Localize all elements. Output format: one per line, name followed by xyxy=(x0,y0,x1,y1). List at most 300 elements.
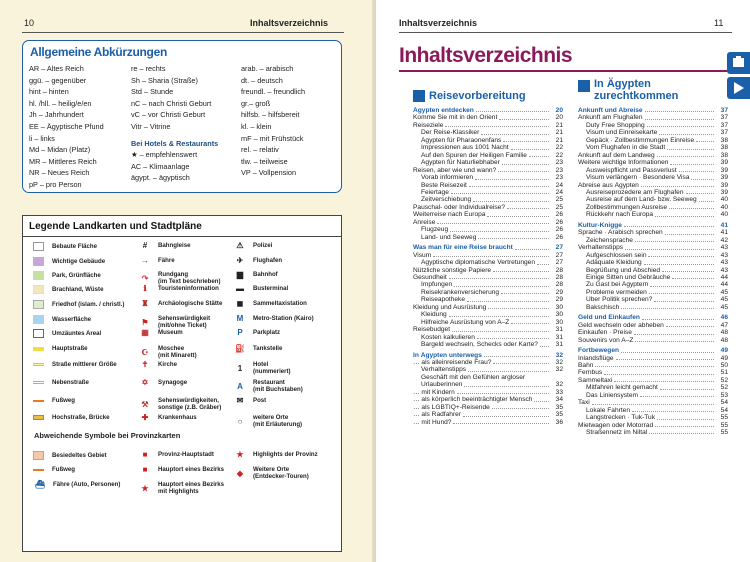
toc-entry[interactable] xyxy=(578,384,728,391)
toc-page-number: 24 xyxy=(555,188,563,196)
legend-item xyxy=(33,466,75,473)
toc-entry[interactable] xyxy=(413,319,563,326)
abbr-entry: Vitr – Vitrine xyxy=(131,121,171,131)
toc-page-number xyxy=(551,374,563,381)
toc-leader xyxy=(659,129,714,134)
toc-leader xyxy=(641,182,714,187)
toc-entry[interactable] xyxy=(413,267,563,274)
toc-entry-title: … als Radfahrer xyxy=(413,411,462,419)
toc-entry[interactable] xyxy=(413,152,563,159)
toc-entry[interactable] xyxy=(578,137,728,144)
toc-leader xyxy=(450,226,549,231)
toc-leader xyxy=(657,414,714,419)
toc-leader xyxy=(502,159,549,164)
toc-page-number: 31 xyxy=(555,341,563,349)
toc-entry[interactable] xyxy=(413,419,563,426)
toc-column-left xyxy=(413,107,563,426)
toc-entry-title: Rückkehr nach Europa xyxy=(586,211,654,219)
toc-entry[interactable] xyxy=(413,326,563,333)
toc-entry-title: Impressionen aus 1001 Nacht xyxy=(421,144,509,152)
legend-label: Kirche xyxy=(158,361,177,368)
toc-entry[interactable] xyxy=(578,174,728,181)
toc-entry-title: Inlandsflüge xyxy=(578,354,614,362)
toc-entry[interactable] xyxy=(578,182,728,189)
toc-entry[interactable] xyxy=(578,204,728,211)
toc-entry[interactable] xyxy=(578,429,728,436)
toc-leader xyxy=(529,152,549,157)
toc-entry[interactable] xyxy=(578,114,728,121)
toc-entry-title: Geld und Einkaufen xyxy=(578,314,640,322)
toc-entry-title: In Ägypten unterwegs xyxy=(413,351,482,359)
legend-label: Provinz-Hauptstadt xyxy=(158,451,214,458)
toc-entry[interactable] xyxy=(578,211,728,218)
toc-entry-title: Fortbewegen xyxy=(578,347,620,355)
toc-leader xyxy=(452,326,549,331)
legend-label: Sehenswürdigkeit (mit/ohne Ticket) xyxy=(158,315,211,329)
toc-entry[interactable] xyxy=(578,362,728,369)
toc-entry[interactable] xyxy=(413,211,563,218)
toc-page-number: 32 xyxy=(555,366,563,374)
toc-entry[interactable] xyxy=(413,404,563,411)
abbr-entry: re – rechts xyxy=(131,64,166,73)
toc-leader xyxy=(449,311,549,316)
toc-entry-title: Reiseapotheke xyxy=(421,296,465,304)
chapter-tab-reise[interactable] xyxy=(727,52,750,74)
chapter-tab-aegypten[interactable] xyxy=(727,77,750,99)
toc-page-number: 45 xyxy=(720,303,728,311)
toc-leader xyxy=(527,374,549,379)
toc-leader xyxy=(672,274,714,279)
legend-symbol-icon: ✡ xyxy=(141,378,149,387)
toc-entry[interactable] xyxy=(578,167,728,174)
toc-entry[interactable] xyxy=(578,289,728,296)
legend-label: Sehenswürdigkeiten, sonstige (z.B. Gräber) xyxy=(158,397,222,411)
toc-entry-title: Souvenirs von A–Z xyxy=(578,336,634,344)
toc-entry[interactable] xyxy=(413,381,563,388)
toc-entry-title: Kleidung und Ausrüstung xyxy=(413,303,487,311)
legend-item xyxy=(138,300,222,307)
toc-leader xyxy=(645,114,714,119)
legend-item xyxy=(233,414,302,428)
toc-entry[interactable] xyxy=(413,289,563,296)
toc-leader xyxy=(503,137,549,142)
toc-leader xyxy=(635,237,714,242)
toc-entry[interactable] xyxy=(578,129,728,136)
abbr-column-1 xyxy=(29,63,104,191)
toc-page-number: 31 xyxy=(555,333,563,341)
toc-page-number: 38 xyxy=(720,151,728,159)
toc-entry[interactable] xyxy=(413,334,563,341)
toc-leader xyxy=(463,411,549,416)
toc-entry[interactable] xyxy=(413,234,563,241)
legend-label: Polizei xyxy=(253,242,273,249)
toc-entry[interactable] xyxy=(578,267,728,274)
legend-subtitle: Abweichende Symbole bei Provinzkarten xyxy=(34,431,181,440)
toc-page-number: 28 xyxy=(555,266,563,274)
toc-entry[interactable] xyxy=(578,229,728,236)
toc-leader xyxy=(696,137,714,142)
toc-entry-title: Das Liniensystem xyxy=(586,391,639,399)
toc-leader xyxy=(635,337,714,342)
toc-entry-title: Verhaltenstipps xyxy=(578,244,624,252)
toc-page-number: 52 xyxy=(720,384,728,392)
toc-entry[interactable] xyxy=(413,281,563,288)
toc-page-number: 43 xyxy=(720,266,728,274)
legend-label: Wasserfläche xyxy=(52,316,92,323)
toc-entry[interactable] xyxy=(413,159,563,166)
legend-label: Umzäuntes Areal xyxy=(52,330,102,337)
abbr-entry: hl. /hll. – heilig/e/en xyxy=(29,98,92,108)
toc-leader xyxy=(537,259,549,264)
toc-leader xyxy=(614,377,714,382)
toc-entry[interactable] xyxy=(413,274,563,281)
legend-symbol-icon: 1 xyxy=(237,363,243,373)
toc-leader xyxy=(540,341,549,346)
toc-page-number: 39 xyxy=(720,188,728,196)
toc-entry-title: Gesundheit xyxy=(413,273,447,281)
legend-label: Brachland, Wüste xyxy=(52,286,104,293)
toc-entry[interactable] xyxy=(578,322,728,329)
legend-label: Fähre xyxy=(158,257,175,264)
abbr-entry: hilfsb. – hilfsbereit xyxy=(241,110,300,120)
legend-label: Touristeninformation xyxy=(158,285,219,292)
legend-symbol-icon: A xyxy=(237,381,243,391)
legend-symbol-icon: ♜ xyxy=(141,299,149,308)
toc-entry[interactable] xyxy=(413,204,563,211)
toc-entry[interactable] xyxy=(578,355,728,362)
legend-label: Rundgang (im Text beschrieben) xyxy=(158,271,221,285)
abbr-entry: ggü. – gegenüber xyxy=(29,75,87,85)
toc-leader xyxy=(657,152,714,157)
toc-entry[interactable] xyxy=(578,414,728,421)
toc-entry[interactable] xyxy=(413,411,563,418)
running-header-right: Inhaltsverzeichnis xyxy=(399,18,478,28)
toc-entry[interactable] xyxy=(413,296,563,303)
toc-entry[interactable] xyxy=(578,107,728,114)
toc-page-number: 34 xyxy=(555,396,563,404)
toc-leader xyxy=(451,189,549,194)
toc-page-number: 22 xyxy=(555,144,563,152)
toc-entry-title: Der Reise-Klassiker xyxy=(421,129,480,137)
abbr-column-3 xyxy=(241,63,305,179)
legend-label: Archäologische Stätte xyxy=(158,300,223,307)
legend-symbol-icon: ▆ xyxy=(236,270,244,279)
legend-item xyxy=(138,257,175,264)
toc-entry[interactable] xyxy=(413,144,563,151)
legend-symbol-icon: ■ xyxy=(142,465,148,474)
legend-item xyxy=(33,257,105,266)
toc-entry[interactable] xyxy=(413,107,563,114)
legend-item xyxy=(233,397,266,404)
toc-page-number: 20 xyxy=(555,107,563,114)
toc-leader xyxy=(640,392,714,397)
toc-entry[interactable] xyxy=(413,122,563,129)
toc-entry-title: … mit Kindern xyxy=(413,388,455,396)
toc-leader xyxy=(437,219,549,224)
abbreviations-title: Allgemeine Abkürzungen xyxy=(30,45,167,59)
toc-page-number: 30 xyxy=(555,318,563,326)
legend-item xyxy=(138,315,210,329)
toc-entry-title: … als körperlich beeinträchtigter Mensch xyxy=(413,396,533,404)
toc-entry[interactable] xyxy=(413,341,563,348)
legend-item xyxy=(33,481,120,488)
legend-label: Hauptort eines Bezirks xyxy=(158,466,225,473)
title-rule xyxy=(399,70,732,72)
toc-leader xyxy=(649,429,714,434)
toc-entry[interactable] xyxy=(578,237,728,244)
toc-entry[interactable] xyxy=(413,219,563,226)
legend-symbol-icon: → xyxy=(141,256,149,265)
toc-entry-title: Mietwagen oder Motorrad xyxy=(578,421,654,429)
toc-page-number: 39 xyxy=(720,174,728,182)
toc-leader xyxy=(644,259,714,264)
toc-entry[interactable] xyxy=(578,281,728,288)
toc-entry[interactable] xyxy=(578,252,728,259)
toc-entry[interactable] xyxy=(578,347,728,354)
toc-entry-title: Pauschal- oder Individualreise? xyxy=(413,203,506,211)
toc-entry-title: Urlauberinnen xyxy=(421,381,463,389)
toc-entry[interactable] xyxy=(578,152,728,159)
legend-swatch xyxy=(33,285,44,294)
abbr-entry: gr.– groß xyxy=(241,98,271,108)
legend-label: Straße mittlerer Größe xyxy=(52,361,117,368)
legend-label: Fußweg xyxy=(52,466,76,473)
legend-label: Flughafen xyxy=(253,257,283,264)
toc-leader xyxy=(468,366,549,371)
toc-entry[interactable] xyxy=(413,114,563,121)
abbr-entry: AC – Klimaanlage xyxy=(131,161,190,171)
toc-entry-title: Sammeltaxi xyxy=(578,376,613,384)
toc-entry-title: Bakschisch xyxy=(586,303,620,311)
toc-entry[interactable] xyxy=(413,167,563,174)
abbr-entry: nC – nach Christi Geburt xyxy=(131,98,212,108)
toc-entry[interactable] xyxy=(578,122,728,129)
toc-entry-title: Langstrecken · Tuk-Tuk xyxy=(586,414,656,422)
toc-leader xyxy=(595,362,714,367)
toc-leader xyxy=(478,234,549,239)
toc-entry-title: Visum verlängern · Besondere Visa xyxy=(586,174,690,182)
toc-leader xyxy=(621,304,714,309)
legend-label: Restaurant (mit Buchstaben) xyxy=(253,379,303,393)
toc-page-number: 29 xyxy=(555,288,563,296)
toc-entry-title: Auf den Spuren der Heiligen Familie xyxy=(421,151,527,159)
toc-entry-title: Straßennetz im Niltal xyxy=(586,429,648,437)
toc-page-number: 48 xyxy=(720,336,728,344)
toc-leader xyxy=(498,167,549,172)
legend-symbol-icon: ✝ xyxy=(141,360,149,369)
toc-leader xyxy=(662,267,714,272)
toc-entry[interactable] xyxy=(578,304,728,311)
toc-entry-title: Beste Reisezeit xyxy=(421,181,467,189)
toc-entry-title: Vom Flughafen in die Stadt xyxy=(586,144,666,152)
legend-swatch xyxy=(33,415,44,420)
legend-symbol-icon: ⚑ xyxy=(141,317,149,327)
toc-entry[interactable] xyxy=(413,252,563,259)
toc-page-number: 35 xyxy=(555,403,563,411)
toc-entry[interactable] xyxy=(578,259,728,266)
toc-page-number: 21 xyxy=(555,136,563,144)
toc-page-number: 43 xyxy=(720,259,728,267)
toc-entry[interactable] xyxy=(413,359,563,366)
toc-entry[interactable] xyxy=(578,399,728,406)
legend-label: Fußweg xyxy=(52,397,76,404)
toc-entry[interactable] xyxy=(413,137,563,144)
toc-leader xyxy=(445,122,549,127)
legend-symbol-icon: ⚒ xyxy=(141,399,149,409)
legend-item xyxy=(233,466,309,480)
legend-item xyxy=(33,285,103,294)
right-page xyxy=(376,0,750,562)
toc-entry[interactable] xyxy=(413,352,563,359)
toc-entry[interactable] xyxy=(578,422,728,429)
toc-leader xyxy=(499,114,549,119)
page-number-left: 10 xyxy=(24,18,35,28)
toc-page-number: 45 xyxy=(720,296,728,304)
toc-entry[interactable] xyxy=(413,129,563,136)
legend-item xyxy=(33,414,110,421)
toc-column-right xyxy=(578,107,728,436)
legend-swatch xyxy=(33,347,44,351)
toc-page-number: 52 xyxy=(720,376,728,384)
toc-entry[interactable] xyxy=(578,377,728,384)
toc-page-number: 47 xyxy=(720,321,728,329)
toc-entry[interactable] xyxy=(413,304,563,311)
toc-entry[interactable] xyxy=(578,189,728,196)
legend-swatch xyxy=(33,329,44,338)
toc-entry-title: Nützliche sonstige Papiere xyxy=(413,266,492,274)
toc-entry-title: Bargeld wechseln, Schecks oder Karte? xyxy=(421,341,538,349)
toc-entry[interactable] xyxy=(413,196,563,203)
toc-entry-title: Gepäck · Zollbestimmungen Einreise xyxy=(586,136,695,144)
toc-entry[interactable] xyxy=(578,296,728,303)
toc-entry[interactable] xyxy=(413,244,563,251)
toc-entry[interactable] xyxy=(578,407,728,414)
toc-entry[interactable] xyxy=(413,182,563,189)
legend-item xyxy=(138,451,214,458)
legend-symbol-icon: ⚠ xyxy=(236,241,244,250)
toc-page-number: 21 xyxy=(555,129,563,137)
toc-leader xyxy=(645,107,714,112)
toc-leader xyxy=(686,189,715,194)
suitcase-icon xyxy=(413,90,425,102)
toc-entry[interactable] xyxy=(413,226,563,233)
toc-page-number: 50 xyxy=(720,361,728,369)
toc-entry-title: Impfungen xyxy=(421,281,453,289)
toc-entry[interactable] xyxy=(578,222,728,229)
toc-entry-title: Ausreise auf dem Land- bzw. Seeweg xyxy=(586,196,697,204)
legend-label: Museum xyxy=(158,329,183,336)
toc-entry[interactable] xyxy=(578,159,728,166)
toc-entry[interactable] xyxy=(413,311,563,318)
header-rule xyxy=(22,32,344,33)
toc-entry-title: … als LGBTIQ+-Reisende xyxy=(413,403,490,411)
legend-symbol-icon: ◼ xyxy=(236,299,244,308)
legend-swatch xyxy=(33,242,44,251)
toc-page-number: 33 xyxy=(555,388,563,396)
toc-leader xyxy=(534,396,549,401)
toc-entry[interactable] xyxy=(578,329,728,336)
legend-label: Moschee (mit Minarett) xyxy=(158,345,197,359)
toc-entry[interactable] xyxy=(578,274,728,281)
toc-leader xyxy=(621,347,714,352)
toc-leader xyxy=(669,204,714,209)
toc-page-number: 26 xyxy=(555,218,563,226)
toc-entry[interactable] xyxy=(578,144,728,151)
toc-leader xyxy=(667,144,714,149)
toc-entry[interactable] xyxy=(413,259,563,266)
legend-item xyxy=(233,285,288,292)
abbr-entry: mF – mit Frühstück xyxy=(241,133,304,143)
toc-page-number: 28 xyxy=(555,281,563,289)
toc-entry-title: Probleme vermeiden xyxy=(586,288,647,296)
toc-page-number: 37 xyxy=(720,114,728,122)
legend-item xyxy=(138,481,224,495)
legend-item xyxy=(33,300,124,309)
toc-entry-title: Ankunft auf dem Landweg xyxy=(578,151,655,159)
legend-item xyxy=(138,271,221,285)
legend-label: Hochstraße, Brücke xyxy=(52,414,110,421)
toc-page-number: 41 xyxy=(720,229,728,237)
legend-label: Busterminal xyxy=(253,285,289,292)
toc-leader xyxy=(632,407,714,412)
toc-leader xyxy=(433,252,549,257)
toc-page-number: 55 xyxy=(720,421,728,429)
toc-entry[interactable] xyxy=(578,392,728,399)
toc-leader xyxy=(679,167,714,172)
toc-entry-title: Kosten kalkulieren xyxy=(421,333,475,341)
toc-leader xyxy=(699,196,714,201)
toc-entry[interactable] xyxy=(578,337,728,344)
toc-entry[interactable] xyxy=(578,314,728,321)
toc-entry[interactable] xyxy=(413,374,563,381)
toc-entry[interactable] xyxy=(578,244,728,251)
toc-entry[interactable] xyxy=(413,174,563,181)
abbr-entry: freundl. – freundlich xyxy=(241,87,306,97)
toc-entry[interactable] xyxy=(578,369,728,376)
toc-entry-title: Ausreiseprozedere am Flughafen xyxy=(586,188,684,196)
toc-entry-title: Ausweispflicht und Passverlust xyxy=(586,166,677,174)
toc-leader xyxy=(647,122,714,127)
legend-item xyxy=(33,271,101,280)
toc-leader xyxy=(515,244,549,249)
toc-page-number: 40 xyxy=(720,203,728,211)
legend-label: Parkplatz xyxy=(253,329,281,336)
legend-symbol-icon: ℹ xyxy=(143,284,147,293)
legend-symbol-icon: P xyxy=(237,328,243,337)
legend-item xyxy=(138,466,224,473)
toc-page-number: 22 xyxy=(555,151,563,159)
toc-page-number: 39 xyxy=(720,181,728,189)
legend-label: Sammeltaxistation xyxy=(253,300,307,307)
toc-entry[interactable] xyxy=(413,366,563,373)
toc-entry[interactable] xyxy=(413,396,563,403)
toc-entry[interactable] xyxy=(578,196,728,203)
legend-item xyxy=(233,345,282,352)
toc-page-number: 40 xyxy=(720,211,728,219)
toc-page-number: 27 xyxy=(555,259,563,267)
toc-entry-title: Verhaltenstipps xyxy=(421,366,467,374)
legend-label: Weitere Orte (Entdecker-Touren) xyxy=(253,466,309,480)
section-heading-reise: Reisevorbereitung xyxy=(429,90,526,102)
toc-page-number: 30 xyxy=(555,311,563,319)
legend-item xyxy=(33,329,101,338)
toc-entry[interactable] xyxy=(413,189,563,196)
toc-page-number: 51 xyxy=(720,369,728,377)
toc-page-number: 26 xyxy=(555,211,563,219)
running-header-left: Inhaltsverzeichnis xyxy=(250,18,329,28)
abbr-entry: Md – Midan (Platz) xyxy=(29,145,91,155)
toc-entry[interactable] xyxy=(413,389,563,396)
